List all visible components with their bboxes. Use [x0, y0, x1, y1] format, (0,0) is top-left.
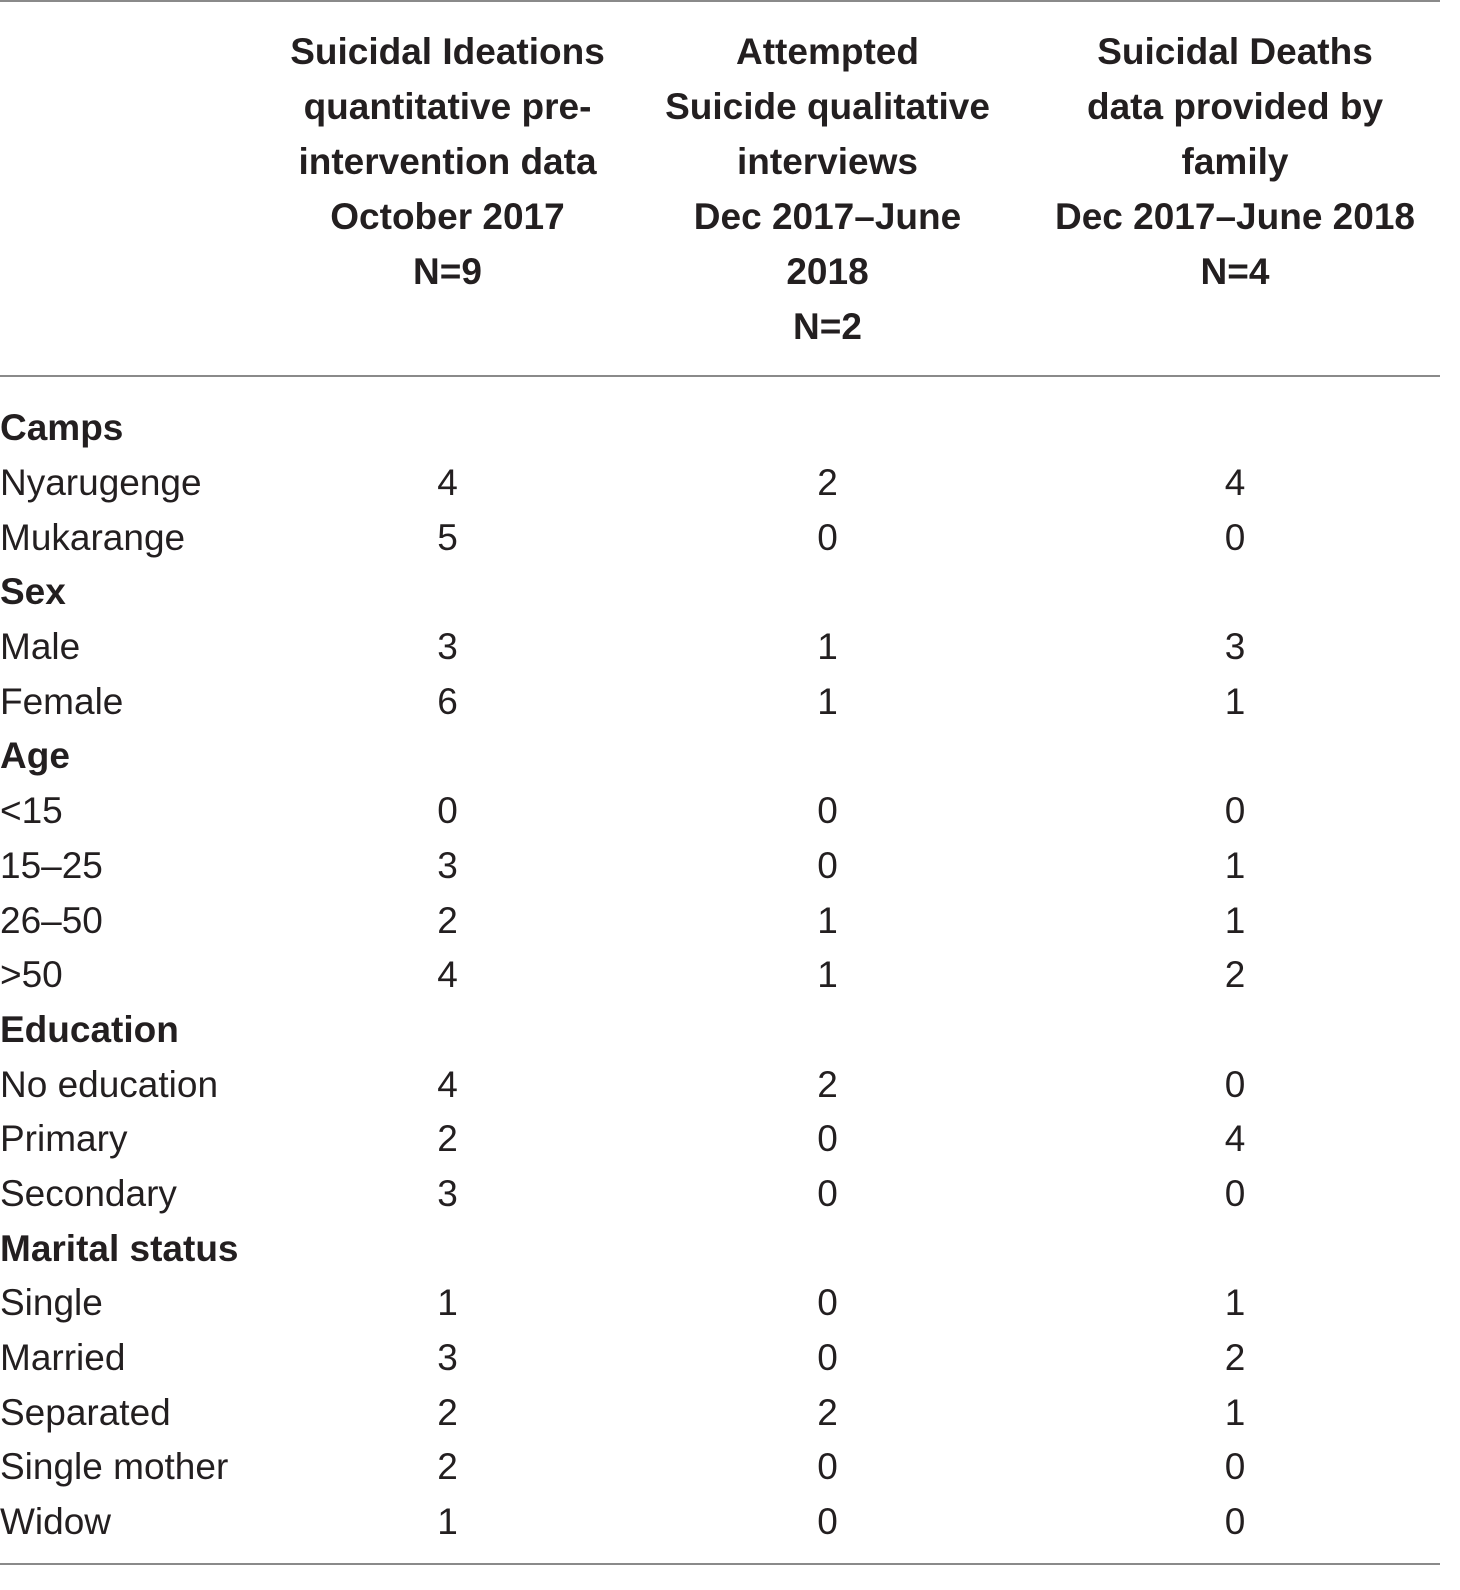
table-row: [0, 1112, 1440, 1167]
table-row: [0, 1331, 1440, 1386]
table-row: [0, 1440, 1440, 1495]
table-cell: 2: [817, 1063, 838, 1105]
row-label: Separated: [0, 1391, 171, 1433]
table-cell: 0: [1224, 790, 1246, 832]
table-body: [0, 377, 1440, 1563]
row-label: 15–25: [0, 844, 103, 886]
table-cell: 2: [437, 1446, 458, 1488]
table-cell: 0: [437, 790, 458, 832]
table-cell: 0: [817, 1446, 838, 1488]
table-cell: 1: [1224, 1282, 1246, 1324]
table-cell: 1: [1224, 680, 1246, 722]
table-cell: 3: [437, 1337, 458, 1379]
table-cell: 2: [437, 1118, 458, 1160]
table-cell: 0: [817, 790, 838, 832]
row-label: 26–50: [0, 899, 103, 941]
table-cell: 2: [437, 899, 458, 941]
table-row: [0, 456, 1440, 511]
table-cell: 1: [817, 954, 838, 996]
section-row: [0, 1003, 1440, 1058]
bottom-rule: [0, 1563, 1440, 1565]
table-cell: 4: [1224, 462, 1246, 504]
table-cell: 4: [1224, 1118, 1246, 1160]
table-cell: 3: [437, 844, 458, 886]
row-label: Secondary: [0, 1172, 177, 1214]
section-label: Education: [0, 1008, 179, 1050]
table-cell: 0: [1224, 1501, 1246, 1543]
table-cell: 3: [437, 626, 458, 668]
table-row: [0, 893, 1440, 948]
table-cell: 2: [1224, 954, 1246, 996]
table-row: [0, 1167, 1440, 1222]
header-suicidal-ideations: Suicidal Ideations quantitative pre- intervention data October 2017 N=9: [290, 31, 605, 292]
table-cell: 0: [817, 844, 838, 886]
table-row: [0, 1276, 1440, 1331]
table-cell: 4: [437, 1063, 458, 1105]
section-row: [0, 1221, 1440, 1276]
table-row: [0, 510, 1440, 565]
header-row: [0, 2, 1440, 375]
table-cell: 4: [437, 462, 458, 504]
section-label: Sex: [0, 571, 66, 613]
section-row: [0, 729, 1440, 784]
table-cell: 1: [817, 626, 838, 668]
row-label: Single: [0, 1282, 103, 1324]
section-label: Camps: [0, 407, 124, 449]
row-label: Female: [0, 680, 124, 722]
table-row: [0, 1057, 1440, 1112]
table-cell: 2: [1224, 1337, 1246, 1379]
table-cell: 0: [817, 1282, 838, 1324]
header-suicidal-deaths: Suicidal Deaths data provided by family Dec 2017–June 2018 N=4: [1055, 31, 1415, 292]
table-cell: 1: [1224, 844, 1246, 886]
table-cell: 5: [437, 516, 458, 558]
section-label: Age: [0, 735, 70, 777]
table-cell: 0: [817, 516, 838, 558]
section-label: Marital status: [0, 1227, 239, 1269]
row-label: Single mother: [0, 1446, 229, 1488]
table-cell: 1: [437, 1501, 458, 1543]
header-attempted-suicide: Attempted Suicide qualitative interviews Dec 2017–June 2018 N=2: [665, 31, 990, 347]
header-label-empty: [0, 2, 270, 375]
row-label: <15: [0, 790, 63, 832]
table-cell: 1: [1224, 1391, 1246, 1433]
table-row: [0, 839, 1440, 894]
row-label: Male: [0, 626, 81, 668]
table-cell: 0: [817, 1501, 838, 1543]
section-row: [0, 401, 1440, 456]
section-row: [0, 565, 1440, 620]
table-cell: 0: [817, 1118, 838, 1160]
row-label: >50: [0, 954, 63, 996]
table-cell: 6: [437, 680, 458, 722]
table-cell: 3: [1224, 626, 1246, 668]
table-row: [0, 620, 1440, 675]
row-label: Primary: [0, 1118, 128, 1160]
table-cell: 1: [817, 680, 838, 722]
table-cell: 0: [1224, 1172, 1246, 1214]
row-label: No education: [0, 1063, 219, 1105]
table-cell: 0: [1224, 1446, 1246, 1488]
table-cell: 0: [1224, 516, 1246, 558]
table-cell: 0: [817, 1172, 838, 1214]
table-cell: 1: [1224, 899, 1246, 941]
table-cell: 1: [817, 899, 838, 941]
row-label: Married: [0, 1337, 126, 1379]
table-row: [0, 1495, 1440, 1550]
table-cell: 2: [817, 1391, 838, 1433]
table-cell: 3: [437, 1172, 458, 1214]
row-label: Widow: [0, 1501, 112, 1543]
table-cell: 4: [437, 954, 458, 996]
row-label: Nyarugenge: [0, 462, 202, 504]
row-label: Mukarange: [0, 516, 186, 558]
table-cell: 0: [1224, 1063, 1246, 1105]
table-cell: 0: [817, 1337, 838, 1379]
table-row: [0, 784, 1440, 839]
table-cell: 1: [437, 1282, 458, 1324]
table-row: [0, 1385, 1440, 1440]
table-row: [0, 674, 1440, 729]
table-cell: 2: [437, 1391, 458, 1433]
table-row: [0, 948, 1440, 1003]
table-cell: 2: [817, 462, 838, 504]
